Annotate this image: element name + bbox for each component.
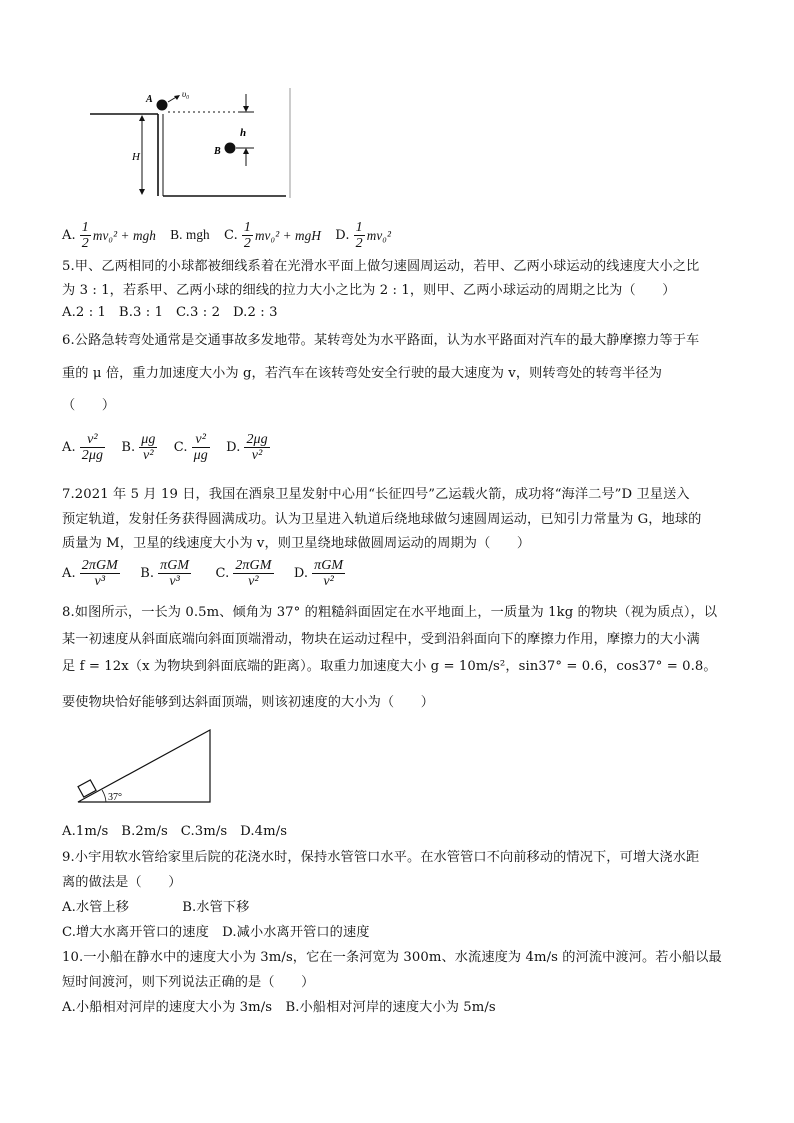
q8-line3: 足 f = 12x（x 为物块到斜面底端的距离）。取重力加速度大小 g = 10m/s²，sin37° = 0.6，cos37° = 0.8。 [62, 659, 717, 674]
q4-options [62, 220, 401, 251]
label-v0: υ₀ [182, 89, 190, 99]
figure-incline [72, 726, 214, 808]
h-arrowhead-top [243, 106, 249, 112]
q6-option-a[interactable]: A. $\frac{\text{v²}}{2\mu g}$ [62, 432, 104, 463]
q4-option-b[interactable]: B. mgh [170, 226, 210, 242]
q8-options[interactable]: A.1m/s B.2m/s C.3m/s D.4m/s [62, 824, 288, 839]
q9-options-ab[interactable]: A.水管上移 B.水管下移 [62, 900, 250, 915]
half-fraction: $\frac{1}{2}$ [243, 220, 251, 251]
q8-line4: 要使物块恰好能够到达斜面顶端，则该初速度的大小为（ ） [62, 695, 435, 710]
block [78, 780, 96, 797]
q7-options [62, 558, 357, 589]
h-arrowhead-bottom [243, 148, 249, 154]
figure-cliff [70, 82, 300, 206]
q6-line3: （ ） [62, 398, 116, 413]
angle-arc [102, 790, 106, 802]
angle-label: 37° [108, 792, 122, 803]
q6-line2: 重的 μ 倍，重力加速度大小为 g，若汽车在该转弯处安全行驶的最大速度为 v，则转弯处的转弯半径为 [62, 366, 663, 381]
label-A: A [146, 94, 153, 105]
q10-line1: 10.一小船在静水中的速度大小为 3m/s，它在一条河宽为 300m、水流速度为 4m/s 的河流中渡河。若小船以最 [62, 950, 722, 965]
q4-option-c[interactable]: C. $\frac{1}{2}$ mv₀² + mgH [224, 220, 321, 251]
H-arrowhead-bottom [139, 189, 145, 195]
H-arrowhead-top [139, 115, 145, 121]
q7-line2: 预定轨道，发射任务获得圆满成功。认为卫星进入轨道后绕地球做匀速圆周运动，已知引力常量为 G，地球的 [62, 512, 702, 527]
q7-option-b[interactable]: B. $\frac{\text{πGM}}{\text{v³}}$ [140, 558, 190, 589]
q4-option-a[interactable]: A. $\frac{1}{2}$ mv₀² + mgh [62, 220, 156, 251]
q6-option-b[interactable]: B. $\frac{\mu g}{\text{v²}}$ [121, 432, 156, 463]
label-H: H [132, 151, 140, 163]
q7-line3: 质量为 M，卫星的线速度大小为 v，则卫星绕地球做圆周运动的周期为（ ） [62, 536, 531, 551]
q5-line2: 为 3 : 1，若系甲、乙两小球的细线的拉力大小之比为 2 : 1，则甲、乙两小球运动的周期之比为（ ） [62, 283, 676, 298]
label-B: B [214, 146, 221, 157]
q5-line1: 5.甲、乙两相同的小球都被细线系着在光滑水平面上做匀速圆周运动，若甲、乙两小球运动的线速度大小之比 [62, 259, 700, 274]
half-fraction: $\frac{1}{2}$ [355, 220, 363, 251]
q7-option-a[interactable]: A. $\frac{\text{2πGM}}{\text{v³}}$ [62, 558, 118, 589]
q7-option-c[interactable]: C. $\frac{\text{2πGM}}{\text{v²}}$ [215, 558, 272, 589]
q9-options-cd[interactable]: C.增大水离开管口的速度 D.减小水离开管口的速度 [62, 925, 370, 940]
q9-line1: 9.小宇用软水管给家里后院的花浇水时，保持水管管口水平。在水管管口不向前移动的情况下，可增大浇水距 [62, 850, 700, 865]
incline-triangle [78, 730, 210, 802]
ball-A [157, 100, 168, 111]
q7-line1: 7.2021 年 5 月 19 日，我国在酒泉卫星发射中心用“长征四号”乙运载火箭，成功将“海洋二号”D 卫星送入 [62, 487, 690, 502]
q9-line2: 离的做法是（ ） [62, 875, 182, 890]
q6-option-d[interactable]: D. $\frac{2\mu g}{\text{v²}}$ [226, 432, 268, 463]
q5-options[interactable]: A.2 : 1 B.3 : 1 C.3 : 2 D.2 : 3 [62, 305, 278, 320]
q7-option-d[interactable]: D. $\frac{\text{πGM}}{\text{v²}}$ [293, 558, 344, 589]
q6-line1: 6.公路急转弯处通常是交通事故多发地带。某转弯处为水平路面，认为水平路面对汽车的最大静摩擦力等于车 [62, 333, 700, 348]
q8-line2: 某一初速度从斜面底端向斜面顶端滑动，物块在运动过程中，受到沿斜面向下的摩擦力作用，摩擦力的大小满 [62, 632, 700, 647]
q6-option-c[interactable]: C. $\frac{\text{v²}}{\mu g}$ [173, 432, 208, 463]
label-h: h [240, 127, 247, 139]
q8-line1: 8.如图所示，一长为 0.5m、倾角为 37° 的粗糙斜面固定在水平地面上，一质量为 1kg 的物块（视为质点），以 [62, 605, 718, 620]
q4-option-d[interactable]: D. $\frac{1}{2}$ mv₀² [335, 220, 392, 251]
q10-line2: 短时间渡河，则下列说法正确的是（ ） [62, 975, 315, 990]
q10-options-ab[interactable]: A.小船相对河岸的速度大小为 3m/s B.小船相对河岸的速度大小为 5m/s [62, 1000, 496, 1015]
half-fraction: $\frac{1}{2}$ [81, 220, 89, 251]
ball-B [225, 143, 236, 154]
q6-options [62, 432, 282, 463]
